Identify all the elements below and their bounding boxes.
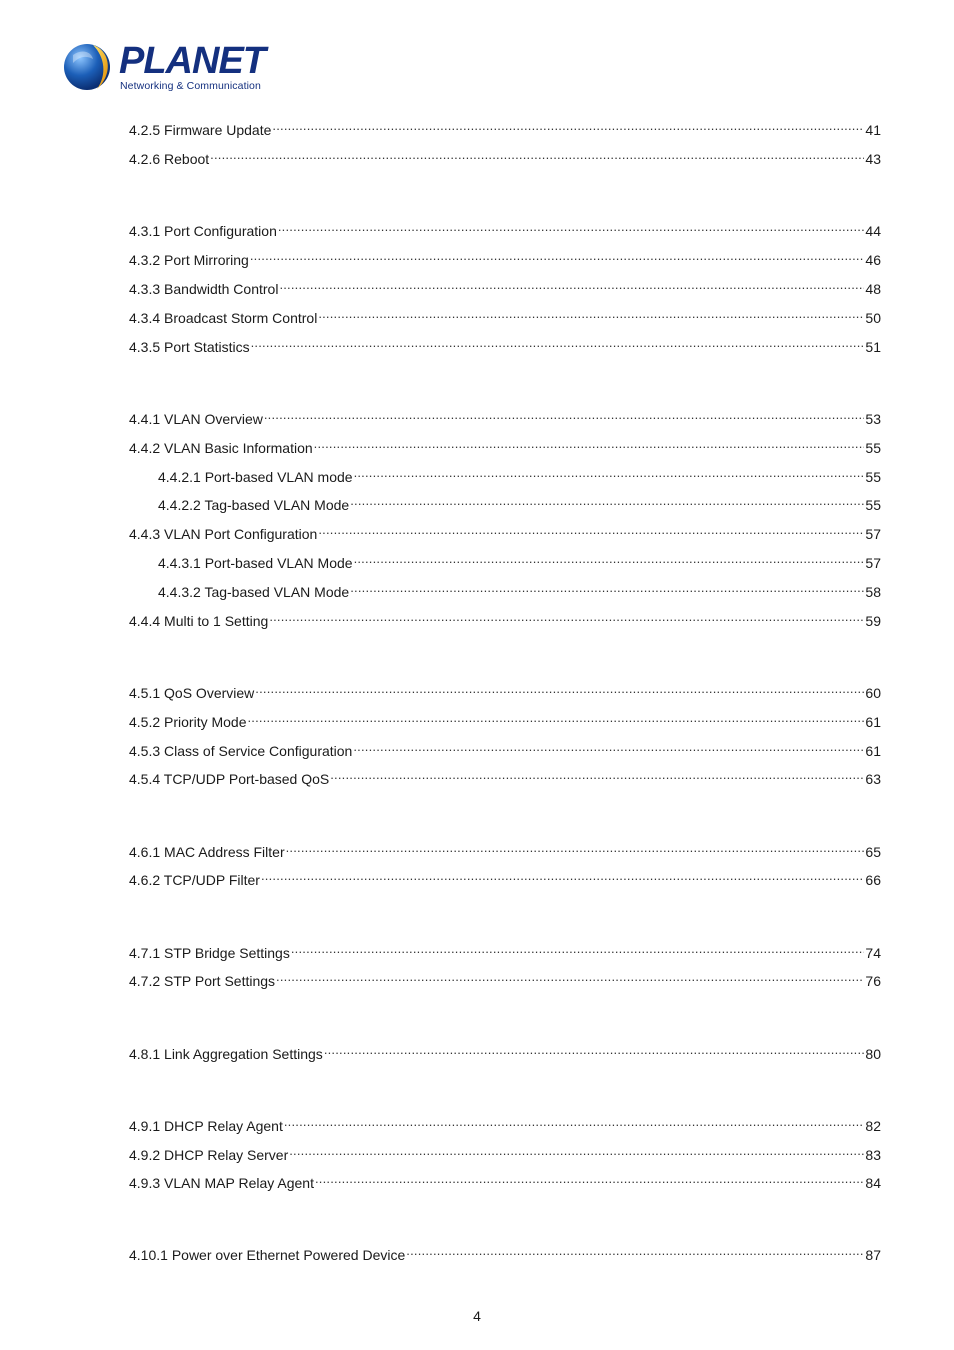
toc-leader-dots — [353, 738, 864, 756]
toc-leader-dots — [248, 709, 865, 727]
toc-leader-dots — [291, 940, 865, 958]
toc-leader-dots — [289, 1142, 864, 1160]
toc-entry[interactable] — [129, 334, 881, 356]
toc-entry-title: 4.9.2 DHCP Relay Server — [129, 1147, 289, 1163]
toc-entry-page: 63 — [865, 771, 881, 787]
toc-entry[interactable] — [158, 579, 881, 601]
toc-leader-dots — [318, 521, 864, 539]
toc-entry-page: 74 — [865, 945, 881, 961]
toc-entry[interactable] — [129, 709, 881, 731]
toc-entry-page: 44 — [865, 223, 881, 239]
toc-entry-title: 4.4.2.2 Tag-based VLAN Mode — [158, 497, 350, 513]
toc-entry-title: 4.2.5 Firmware Update — [129, 122, 272, 138]
toc-entry-title: 4.7.1 STP Bridge Settings — [129, 945, 290, 961]
toc-entry[interactable] — [129, 1142, 881, 1164]
toc-entry-page: 41 — [865, 122, 881, 138]
page-number: 4 — [473, 1308, 481, 1324]
toc-entry-page: 55 — [865, 497, 881, 513]
toc-leader-dots — [269, 608, 864, 626]
toc-entry[interactable] — [129, 738, 881, 760]
toc-entry-page: 55 — [865, 469, 881, 485]
toc-entry-page: 57 — [865, 526, 881, 542]
toc-entry-page: 87 — [865, 1247, 881, 1263]
toc-leader-dots — [324, 1041, 865, 1059]
toc-entry-title: 4.4.4 Multi to 1 Setting — [129, 613, 269, 629]
toc-leader-dots — [314, 435, 865, 453]
toc-leader-dots — [315, 1170, 864, 1188]
toc-entry-title: 4.8.1 Link Aggregation Settings — [129, 1046, 323, 1062]
toc-entry-title: 4.3.1 Port Configuration — [129, 223, 277, 239]
toc-leader-dots — [284, 1113, 865, 1131]
toc-entry[interactable] — [129, 117, 881, 139]
toc-entry-title: 4.4.3 VLAN Port Configuration — [129, 526, 318, 542]
toc-entry-page: 53 — [865, 411, 881, 427]
toc-entry-page: 57 — [865, 555, 881, 571]
toc-entry[interactable] — [129, 406, 881, 428]
toc-entry-page: 55 — [865, 440, 881, 456]
toc-leader-dots — [276, 968, 864, 986]
toc-leader-dots — [354, 550, 865, 568]
brand-name: PLANET — [119, 40, 265, 82]
toc-entry-page: 58 — [865, 584, 881, 600]
toc-entry-page: 48 — [865, 281, 881, 297]
toc-entry-title: 4.6.2 TCP/UDP Filter — [129, 872, 260, 888]
toc-entry-title: 4.5.2 Priority Mode — [129, 714, 247, 730]
toc-entry-title: 4.10.1 Power over Ethernet Powered Device — [129, 1247, 406, 1263]
toc-entry-page: 59 — [865, 613, 881, 629]
toc-entry-title: 4.3.5 Port Statistics — [129, 339, 250, 355]
toc-leader-dots — [318, 305, 864, 323]
toc-entry[interactable] — [129, 218, 881, 240]
toc-entry[interactable] — [129, 867, 881, 889]
toc-entry-page: 61 — [865, 714, 881, 730]
toc-entry-title: 4.5.3 Class of Service Configuration — [129, 743, 353, 759]
toc-entry-page: 46 — [865, 252, 881, 268]
toc-entry-title: 4.7.2 STP Port Settings — [129, 973, 276, 989]
toc-entry-page: 60 — [865, 685, 881, 701]
toc-entry-title: 4.4.1 VLAN Overview — [129, 411, 263, 427]
toc-entry-title: 4.5.4 TCP/UDP Port-based QoS — [129, 771, 330, 787]
toc-entry[interactable] — [129, 608, 881, 630]
toc-entry[interactable] — [129, 680, 881, 702]
toc-leader-dots — [279, 276, 864, 294]
toc-leader-dots — [261, 867, 864, 885]
toc-entry-page: 83 — [865, 1147, 881, 1163]
toc-entry-page: 66 — [865, 872, 881, 888]
toc-entry-title: 4.3.4 Broadcast Storm Control — [129, 310, 318, 326]
toc-leader-dots — [354, 464, 865, 482]
toc-entry[interactable] — [158, 464, 881, 486]
toc-entry-page: 51 — [865, 339, 881, 355]
toc-entry[interactable] — [129, 305, 881, 327]
toc-entry-page: 43 — [865, 151, 881, 167]
toc-entry-page: 65 — [865, 844, 881, 860]
toc-leader-dots — [350, 492, 864, 510]
toc-entry[interactable] — [129, 1242, 881, 1264]
toc-entry-title: 4.9.3 VLAN MAP Relay Agent — [129, 1175, 314, 1191]
toc-entry-title: 4.6.1 MAC Address Filter — [129, 844, 285, 860]
toc-entry-title: 4.4.2 VLAN Basic Information — [129, 440, 313, 456]
toc-entry[interactable] — [129, 766, 881, 788]
toc-leader-dots — [350, 579, 864, 597]
toc-entry[interactable] — [129, 1113, 881, 1135]
toc-entry[interactable] — [129, 146, 881, 168]
toc-entry[interactable] — [129, 940, 881, 962]
toc-leader-dots — [330, 766, 864, 784]
toc-leader-dots — [210, 146, 864, 164]
toc-entry-page: 61 — [865, 743, 881, 759]
toc-entry-page: 50 — [865, 310, 881, 326]
toc-entry-title: 4.5.1 QoS Overview — [129, 685, 255, 701]
toc-entry[interactable] — [129, 968, 881, 990]
toc-entry[interactable] — [129, 247, 881, 269]
toc-entry[interactable] — [129, 521, 881, 543]
toc-leader-dots — [251, 334, 865, 352]
toc-leader-dots — [286, 839, 865, 857]
toc-entry[interactable] — [129, 435, 881, 457]
toc-leader-dots — [272, 117, 864, 135]
toc-entry-title: 4.4.2.1 Port-based VLAN mode — [158, 469, 353, 485]
toc-entry-page: 80 — [865, 1046, 881, 1062]
toc-leader-dots — [255, 680, 864, 698]
toc-entry-title: 4.9.1 DHCP Relay Agent — [129, 1118, 283, 1134]
toc-entry-page: 82 — [865, 1118, 881, 1134]
toc-leader-dots — [264, 406, 865, 424]
toc-entry-title: 4.3.2 Port Mirroring — [129, 252, 249, 268]
toc-leader-dots — [406, 1242, 864, 1260]
toc-entry[interactable] — [158, 550, 881, 572]
toc-entry[interactable] — [158, 492, 881, 514]
toc-entry-title: 4.4.3.1 Port-based VLAN Mode — [158, 555, 353, 571]
toc-entry-title: 4.2.6 Reboot — [129, 151, 210, 167]
toc-entry[interactable] — [129, 839, 881, 861]
toc-entry-page: 76 — [865, 973, 881, 989]
toc-leader-dots — [278, 218, 865, 236]
toc-entry-title: 4.4.3.2 Tag-based VLAN Mode — [158, 584, 350, 600]
brand-tagline: Networking & Communication — [120, 80, 261, 92]
toc-entry[interactable] — [129, 1041, 881, 1063]
toc-entry[interactable] — [129, 1170, 881, 1192]
toc-leader-dots — [250, 247, 865, 265]
toc-entry[interactable] — [129, 276, 881, 298]
toc-entry-title: 4.3.3 Bandwidth Control — [129, 281, 279, 297]
toc-entry-page: 84 — [865, 1175, 881, 1191]
